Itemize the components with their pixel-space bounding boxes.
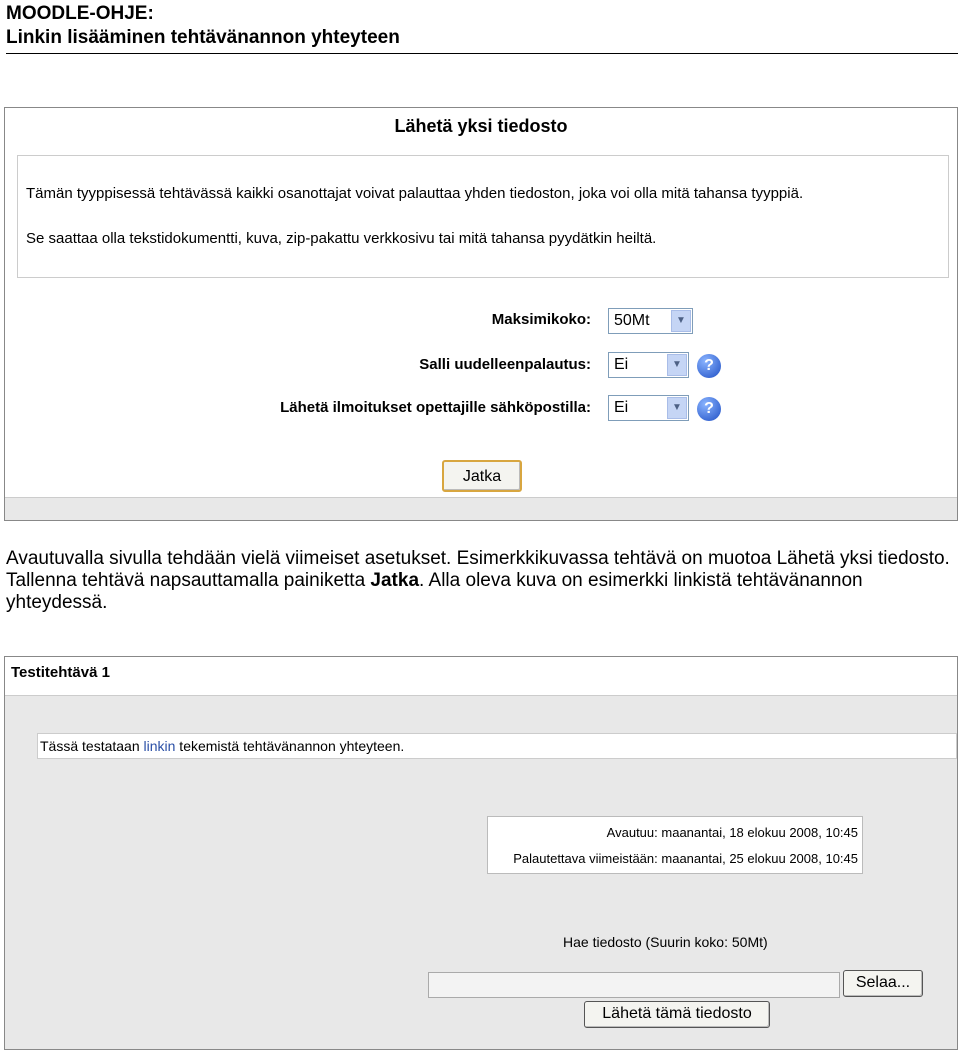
screenshot-assignment-view [4,656,958,1050]
assignment-title: Testitehtävä 1 [11,664,110,681]
browse-button[interactable]: Selaa... [843,970,923,997]
intro-text-before: Tässä testataan [40,738,144,754]
opens-row [607,825,858,840]
document-header [6,2,958,54]
continue-button[interactable]: Jatka [442,460,522,492]
dates-box [487,816,863,874]
intro-link[interactable]: linkin [143,738,176,754]
resubmit-value: Ei [614,356,629,373]
max-size-select[interactable] [608,308,693,334]
max-size-label: Maksimikoko: [491,311,591,328]
due-value: maanantai, 25 elokuu 2008, 10:45 [661,851,858,866]
description-line-1: Tämän tyyppisessä tehtävässä kaikki osanottajat voivat palauttaa yhden tiedoston, joka voi olla mitä tahansa tyyppiä. [26,185,804,202]
doc-title-line2: Linkin lisääminen tehtävänannon yhteyteen [6,27,400,48]
opens-value: maanantai, 18 elokuu 2008, 10:45 [661,825,858,840]
paragraph-part-2: . Alla oleva kuva on esimerkki linkistä tehtävänannon yhteydessä. [6,570,863,613]
assignment-type-description [17,155,949,278]
due-label: Palautettava viimeistään: [513,851,658,866]
assignment-header [5,657,957,696]
chevron-down-icon: ▼ [667,397,687,419]
resubmit-label: Salli uudelleenpalautus: [419,356,591,373]
submit-file-button[interactable]: Lähetä tämä tiedosto [584,1001,770,1028]
opens-label: Avautuu: [606,825,658,840]
chevron-down-icon: ▼ [671,310,691,332]
doc-title-line1: MOODLE-OHJE: [6,3,154,24]
file-path-input[interactable] [428,972,840,998]
notify-value: Ei [614,399,629,416]
upload-label: Hae tiedosto (Suurin koko: 50Mt) [563,934,768,950]
max-size-value: 50Mt [614,312,650,329]
screenshot-upload-settings [4,107,958,521]
intro-text-after: tekemistä tehtävänannon yhteyteen. [175,738,405,754]
assignment-type-title: Lähetä yksi tiedosto [394,116,568,136]
help-icon[interactable]: ? [697,354,721,378]
footer-strip [5,497,957,520]
resubmit-select[interactable] [608,352,689,378]
help-icon[interactable]: ? [697,397,721,421]
due-row [513,851,858,866]
instruction-paragraph [6,548,956,614]
notify-select[interactable] [608,395,689,421]
paragraph-bold: Jatka [370,570,420,591]
paragraph-part-1: Avautuvalla sivulla tehdään vielä viimeiset asetukset. Esimerkkikuvassa tehtävä on muotoa Lähetä yksi tiedosto. Tallenna tehtävä napsauttamalla painiketta [6,548,950,591]
chevron-down-icon: ▼ [667,354,687,376]
assignment-intro [37,733,957,759]
notify-label: Lähetä ilmoitukset opettajille sähköpostilla: [280,399,591,416]
description-line-2: Se saattaa olla tekstidokumentti, kuva, zip-pakattu verkkosivu tai mitä tahansa pyydätkin heiltä. [26,230,657,247]
